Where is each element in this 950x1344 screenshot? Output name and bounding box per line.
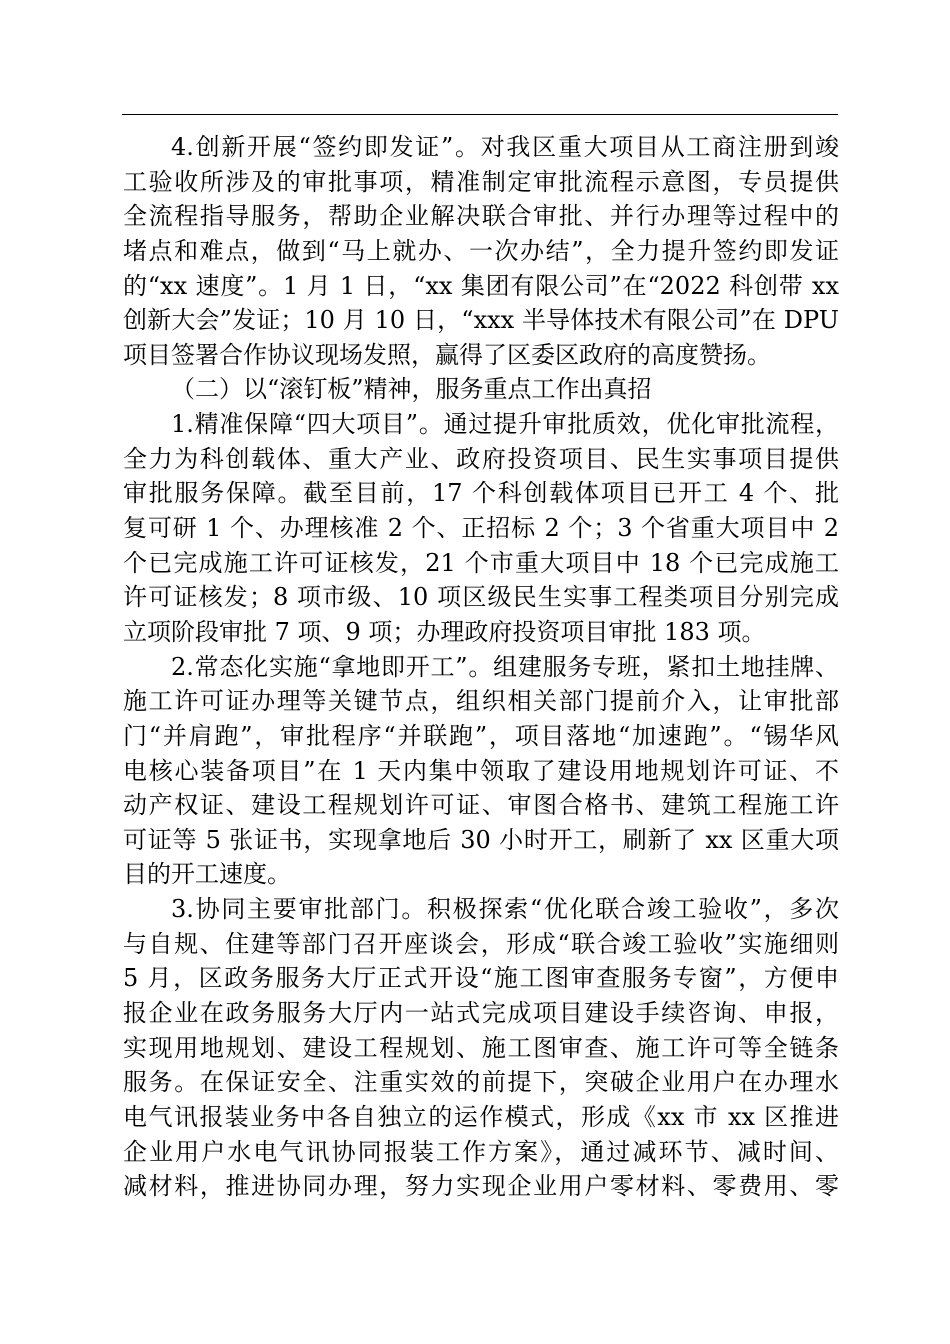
paragraph-line: 企业用户水电气讯协同报装工作方案》，通过减环节、减时间、 — [123, 1137, 839, 1166]
section-heading: （二）以“滚钉板”精神，服务重点工作出真招 — [171, 375, 652, 404]
paragraph-line: 实现用地规划、建设工程规划、施工图审查、施工许可等全链条 — [123, 1033, 839, 1062]
paragraph-line: 1.精准保障“四大项目”。通过提升审批质效，优化审批流程， — [171, 410, 839, 439]
paragraph-line: 门“并肩跑”，审批程序“并联跑”，项目落地“加速跑”。“锡华风 — [123, 721, 839, 750]
paragraph-line: 许可证核发；8 项市级、10 项区级民生实事工程类项目分别完成 — [123, 583, 839, 612]
paragraph-line: 全流程指导服务，帮助企业解决联合审批、并行办理等过程中的 — [123, 202, 839, 231]
paragraph-line: 全力为科创载体、重大产业、政府投资项目、民生实事项目提供 — [123, 444, 839, 473]
paragraph-line: 电核心装备项目”在 1 天内集中领取了建设用地规划许可证、不 — [123, 756, 839, 785]
paragraph-line: 减材料，推进协同办理，努力实现企业用户零材料、零费用、零 — [123, 1172, 839, 1201]
paragraph-line: 2.常态化实施“拿地即开工”。组建服务专班，紧扣土地挂牌、 — [171, 652, 839, 681]
paragraph-line: 复可研 1 个、办理核准 2 个、正招标 2 个；3 个省重大项目中 2 — [123, 514, 839, 543]
paragraph-line: 个已完成施工许可证核发，21 个市重大项目中 18 个已完成施工 — [123, 548, 839, 577]
paragraph-line: 可证等 5 张证书，实现拿地后 30 小时开工，刷新了 xx 区重大项 — [123, 825, 839, 854]
paragraph-line: 项目签署合作协议现场发照，赢得了区委区政府的高度赞扬。 — [123, 340, 771, 369]
paragraph-line: 的“xx 速度”。1 月 1 日，“xx 集团有限公司”在“2022 科创带 xx — [123, 271, 839, 300]
paragraph-line: 电气讯报装业务中各自独立的运作模式，形成《xx 市 xx 区推进 — [123, 1102, 839, 1131]
paragraph-line: 审批服务保障。截至目前，17 个科创载体项目已开工 4 个、批 — [123, 479, 839, 508]
document-body — [123, 130, 839, 1204]
paragraph-line: 目的开工速度。 — [123, 860, 291, 889]
paragraph-line: 报企业在政务服务大厅内一站式完成项目建设手续咨询、申报， — [123, 999, 839, 1028]
paragraph-line: 创新大会”发证；10 月 10 日，“xxx 半导体技术有限公司”在 DPU — [123, 306, 839, 335]
paragraph-line: 施工许可证办理等关键节点，组织相关部门提前介入，让审批部 — [123, 687, 839, 716]
header-rule — [122, 114, 838, 115]
paragraph-line: 与自规、住建等部门召开座谈会，形成“联合竣工验收”实施细则 — [123, 929, 839, 958]
paragraph-line: 立项阶段审批 7 项、9 项；办理政府投资项目审批 183 项。 — [123, 617, 766, 646]
paragraph-line: 4.创新开展“签约即发证”。对我区重大项目从工商注册到竣 — [171, 133, 839, 161]
paragraph-line: 5 月，区政务服务大厅正式开设“施工图审查服务专窗”，方便申 — [123, 964, 839, 993]
paragraph-line: 堵点和难点，做到“马上就办、一次办结”，全力提升签约即发证 — [123, 236, 839, 265]
paragraph-line: 工验收所涉及的审批事项，精准制定审批流程示意图，专员提供 — [123, 167, 839, 196]
paragraph-line: 动产权证、建设工程规划许可证、审图合格书、建筑工程施工许 — [123, 791, 839, 820]
paragraph-line: 3.协同主要审批部门。积极探索“优化联合竣工验收”，多次 — [171, 895, 839, 924]
paragraph-line: 服务。在保证安全、注重实效的前提下，突破企业用户在办理水 — [123, 1068, 839, 1097]
